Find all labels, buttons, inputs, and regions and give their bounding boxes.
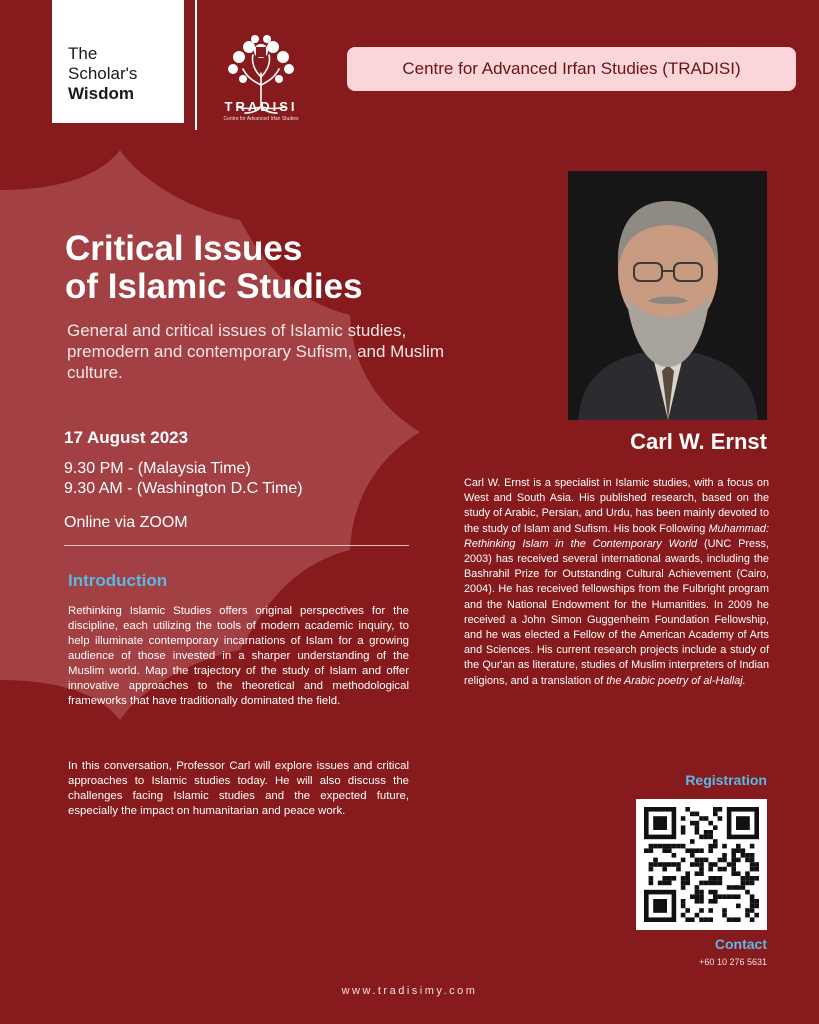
introduction-paragraph-1: Rethinking Islamic Studies offers original perspectives for the discipline, each utilizing the tools of modern academic inquiry, to help illuminate contemporary incarnations of Islam for a growing audience of those invested in a sharper understanding of the Muslim world. Map the trajectory of the study of Islam and offer innovative approaches to the theoretical and methodological frameworks that have traditionally dominated the field. bbox=[68, 605, 409, 707]
speaker-bio bbox=[464, 476, 769, 689]
section-divider bbox=[64, 545, 409, 546]
logo-subtitle: Centre for Advanced Irfan Studies bbox=[223, 116, 299, 122]
speaker-photo bbox=[568, 171, 767, 420]
speaker-name: Carl W. Ernst bbox=[630, 429, 767, 454]
bio-book-title: Muhammad: Rethinking Islam in the Contemporary World bbox=[464, 522, 769, 550]
event-title-line-1: Critical Issues bbox=[65, 229, 303, 268]
speaker-portrait-image bbox=[568, 171, 767, 420]
event-title bbox=[65, 230, 485, 306]
event-time-malaysia: 9.30 PM - (Malaysia Time) bbox=[64, 460, 251, 477]
registration-heading: Registration bbox=[685, 772, 767, 788]
event-subtitle: General and critical issues of Islamic studies, premodern and contemporary Sufism, and Muslim culture. bbox=[67, 321, 444, 382]
logo-name: TRADISI bbox=[224, 99, 298, 114]
brand-line-3: Wisdom bbox=[68, 84, 134, 103]
contact-phone: +60 10 276 5631 bbox=[699, 957, 767, 967]
qr-code-icon[interactable] bbox=[636, 799, 767, 930]
header-divider bbox=[195, 0, 197, 130]
introduction-heading: Introduction bbox=[68, 571, 168, 590]
event-title-line-2: of Islamic Studies bbox=[65, 267, 363, 306]
brand-line-1: The bbox=[68, 44, 98, 63]
scholars-wisdom-brand bbox=[52, 0, 184, 123]
contact-heading: Contact bbox=[714, 936, 767, 952]
event-date: 17 August 2023 bbox=[64, 428, 189, 447]
registration-qr-code bbox=[636, 799, 767, 930]
bio-translation-title: the Arabic poetry of al-Hallaj. bbox=[606, 674, 746, 687]
event-venue: Online via ZOOM bbox=[64, 514, 188, 531]
brand-line-2: Scholar's bbox=[68, 64, 138, 83]
centre-name-banner: Centre for Advanced Irfan Studies (TRADISI) bbox=[347, 47, 796, 91]
introduction-paragraph-2: In this conversation, Professor Carl will explore issues and critical approaches to Islamic studies today. He will also discuss the challenges facing Islamic studies and the expected future, especially the impact on humanitarian and peace work. bbox=[68, 760, 409, 817]
bio-text-1: Carl W. Ernst is a specialist in Islamic studies, with a focus on West and South Asia. His published research, based on the study of Arabic, Persian, and Urdu, has been mainly devoted to the study of Islam and Sufism. His book Following bbox=[464, 477, 769, 535]
bio-text-2: (UNC Press, 2003) has received several international awards, including the Bashrahil Prize for Outstanding Cultural Achievement (Cairo, 2004). He has received fellowships from the Fulbright program and the National Endowment for the Humanities. In 2009 he received a John Simon Guggenheim Foundation Fellowship, and he was elected a Fellow of the American Academy of Arts and Sciences. His current research projects include a study of the Qur'an as literature, studies of Muslim interpreters of Indian religions, and a translation of bbox=[464, 537, 769, 687]
event-time-washington: 9.30 AM - (Washington D.C Time) bbox=[64, 480, 303, 497]
footer-website: www.tradisimy.com bbox=[341, 985, 478, 997]
